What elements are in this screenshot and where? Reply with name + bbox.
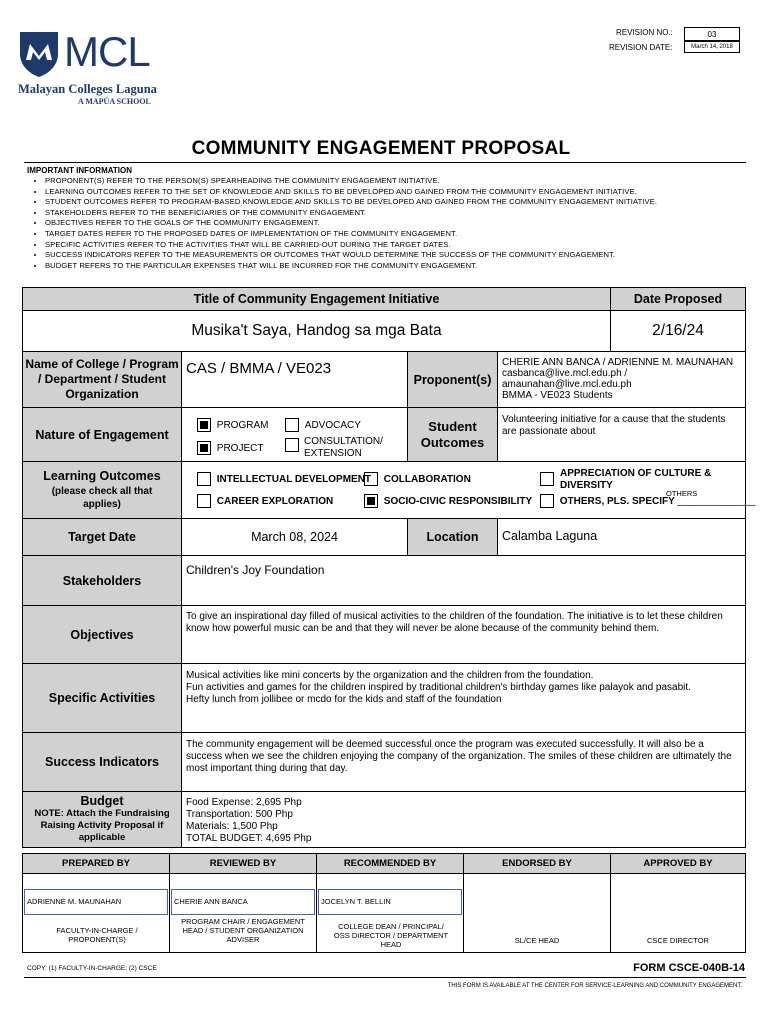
- logo: [18, 28, 158, 108]
- reviewed-by-cell: [169, 873, 317, 953]
- logo-tagline: A MAPÚA SCHOOL: [78, 97, 151, 106]
- list-item: • STAKEHOLDERS REFER TO THE BENEFICIARIES OF THE COMMUNITY ENGAGEMENT.: [45, 208, 747, 219]
- list-item: • PROPONENT(S) REFER TO THE PERSON(S) SPEARHEADING THE COMMUNITY ENGAGEMENT INITIATIVE.: [45, 176, 747, 187]
- success-value[interactable]: The community engagement will be deemed successful once the program was executed successfully. It will also be a success when we see the children enjoying the company of the organization. The smiles of these children are ultimately the most important thing during that day.: [181, 732, 746, 792]
- objectives-value[interactable]: To give an inspirational day filled of musical activities to the children of the foundation. The initiative is to let these children know how powerful music can be and that they will never be alone because of the community behind them.: [181, 605, 746, 664]
- advocacy-checkbox[interactable]: [285, 418, 299, 432]
- availability-note: THIS FORM IS AVAILABLE AT THE CENTER FOR SERVICE-LEARNING AND COMMUNITY ENGAGEMENT.: [447, 983, 742, 989]
- stakeholders-label: Stakeholders: [22, 555, 182, 606]
- socio-checkbox[interactable]: [364, 494, 378, 508]
- others-blank: ______________: [677, 495, 756, 507]
- form-code: FORM CSCE-040B-14: [633, 962, 745, 974]
- learning-label: Learning Outcomes (please check all that applies): [22, 461, 182, 519]
- proponent-line: casbanca@live.mcl.edu.ph /: [502, 368, 628, 379]
- learning-career-option[interactable]: CAREER EXPLORATION: [197, 494, 333, 508]
- approved-by-role: CSCE DIRECTOR: [647, 936, 709, 945]
- others-note[interactable]: OTHERS: [666, 489, 698, 498]
- date-proposed-value[interactable]: 2/16/24: [610, 310, 746, 352]
- location-label: Location: [407, 518, 498, 556]
- important-list: [27, 176, 747, 271]
- footer-rule: [24, 977, 746, 978]
- endorsed-by-header: ENDORSED BY: [463, 853, 611, 874]
- important-info: [27, 166, 747, 271]
- budget-value[interactable]: [181, 791, 746, 848]
- consultation-checkbox[interactable]: [285, 438, 299, 452]
- learning-socio-option[interactable]: SOCIO-CIVIC RESPONSIBILITY: [364, 494, 532, 508]
- prepared-by-role: FACULTY-IN-CHARGE / PROPONENT(S): [56, 926, 138, 944]
- objectives-label: Objectives: [22, 605, 182, 664]
- budget-label: Budget NOTE: Attach the Fundraising Raising Activity Proposal if applicable: [22, 791, 182, 848]
- proponent-line: amaunahan@live.mcl.edu.ph: [502, 379, 632, 390]
- prepared-by-name[interactable]: ADRIENNE M. MAUNAHAN: [24, 889, 168, 915]
- activities-label: Specific Activities: [22, 663, 182, 733]
- success-label: Success Indicators: [22, 732, 182, 792]
- list-item: • SPECIFIC ACTIVITIES REFER TO THE ACTIVITIES THAT WILL BE CARRIED-OUT DURING THE TARGET DATES.: [45, 240, 747, 251]
- college-label: Name of College / Program / Department / Student Organization: [22, 351, 182, 408]
- budget-note: NOTE: Attach the Fundraising Raising Activity Proposal if applicable: [34, 808, 170, 843]
- approved-by-cell: [610, 873, 746, 953]
- others-checkbox[interactable]: [540, 494, 554, 508]
- list-item: • TARGET DATES REFER TO THE PROPOSED DATES OF IMPLEMENTATION OF THE COMMUNITY ENGAGEMENT.: [45, 229, 747, 240]
- proponents-value[interactable]: [497, 351, 746, 408]
- logo-initials: MCL: [64, 28, 150, 75]
- proponents-label: Proponent(s): [407, 351, 498, 408]
- endorsed-by-role: SL/CE HEAD: [514, 936, 560, 945]
- learning-collaboration-option[interactable]: COLLABORATION: [364, 472, 471, 486]
- budget-line: Transportation: 500 Php: [186, 809, 293, 820]
- nature-label: Nature of Engagement: [22, 407, 182, 462]
- nature-project-option[interactable]: PROJECT: [197, 441, 263, 455]
- list-item: • SUCCESS INDICATORS REFER TO THE MEASUREMENTS OR OUTCOMES THAT WOULD DETERMINE THE SUCCESS OF THE COMMUNITY ENGAGEMENT.: [45, 250, 747, 261]
- prepared-by-header: PREPARED BY: [22, 853, 170, 874]
- budget-line: TOTAL BUDGET: 4,695 Php: [186, 833, 312, 844]
- intellectual-checkbox[interactable]: [197, 472, 211, 486]
- approved-by-name[interactable]: [613, 889, 743, 915]
- project-checkbox[interactable]: [197, 441, 211, 455]
- title-value[interactable]: Musika't Saya, Handog sa mga Bata: [22, 310, 611, 352]
- student-outcomes-value[interactable]: Volunteering initiative for a cause that the students are passionate about: [497, 407, 746, 462]
- revision-date-label: REVISION DATE:: [609, 43, 673, 52]
- revision-no-label: REVISION NO.:: [616, 28, 673, 37]
- list-item: • OBJECTIVES REFER TO THE GOALS OF THE COMMUNITY ENGAGEMENT.: [45, 218, 747, 229]
- budget-line: Materials: 1,500 Php: [186, 821, 278, 832]
- target-date-value[interactable]: March 08, 2024: [181, 518, 408, 556]
- title-rule: [24, 162, 746, 163]
- proponent-line: CHERIE ANN BANCA / ADRIENNE M. MAUNAHAN: [502, 357, 734, 368]
- learning-sublabel: (please check all that applies): [51, 485, 153, 510]
- list-item: • BUDGET REFERS TO THE PARTICULAR EXPENSES THAT WILL BE INCURRED FOR THE COMMUNITY ENGAGEMENT.: [45, 261, 747, 272]
- activities-value[interactable]: [181, 663, 746, 733]
- learning-intellectual-option[interactable]: INTELLECTUAL DEVELOPMENT: [197, 472, 371, 486]
- career-checkbox[interactable]: [197, 494, 211, 508]
- program-checkbox[interactable]: [197, 418, 211, 432]
- nature-advocacy-option[interactable]: ADVOCACY: [285, 418, 361, 432]
- proponent-line: BMMA - VE023 Students: [502, 390, 613, 401]
- revision-date-value: March 14, 2018: [684, 41, 740, 53]
- prepared-by-cell: [22, 873, 170, 953]
- budget-line: Food Expense: 2,695 Php: [186, 797, 302, 808]
- approved-by-header: APPROVED BY: [610, 853, 746, 874]
- reviewed-by-header: REVIEWED BY: [169, 853, 317, 874]
- reviewed-by-role: PROGRAM CHAIR / ENGAGEMENT HEAD / STUDENT ORGANIZATION ADVISER: [181, 917, 305, 944]
- stakeholders-value[interactable]: Children's Joy Foundation: [181, 555, 746, 606]
- list-item: • STUDENT OUTCOMES REFER TO PROGRAM-BASED KNOWLEDGE AND SKILLS TO BE DEVELOPED AND GAINED FROM THE COMMUNITY ENGAGEMENT INITIATIVE.: [45, 197, 747, 208]
- learning-others-option[interactable]: OTHERS, PLS. SPECIFY ______________: [540, 494, 755, 508]
- mcl-shield-icon: [18, 30, 60, 78]
- list-item: • LEARNING OUTCOMES REFER TO THE SET OF KNOWLEDGE AND SKILLS TO BE DEVELOPED AND GAINED FROM THE COMMUNITY ENGAGEMENT INITIATIVE.: [45, 187, 747, 198]
- recommended-by-header: RECOMMENDED BY: [316, 853, 464, 874]
- revision-no-value: 03: [684, 27, 740, 41]
- recommended-by-cell: [316, 873, 464, 953]
- logo-name: Malayan Colleges Laguna: [18, 82, 157, 96]
- nature-program-option[interactable]: PROGRAM: [197, 418, 268, 432]
- target-date-label: Target Date: [22, 518, 182, 556]
- student-outcomes-label: Student Outcomes: [407, 407, 498, 462]
- form-title: COMMUNITY ENGAGEMENT PROPOSAL: [191, 138, 571, 159]
- activity-line: Hefty lunch from jollibee or mcdo for the kids and staff of the foundation: [186, 694, 502, 705]
- recommended-by-role: COLLEGE DEAN / PRINCIPAL/ OSS DIRECTOR / DEPARTMENT HEAD: [333, 922, 449, 949]
- nature-options: PROGRAM PROJECT ADVOCACY CONSULTATION/ EXTENSION: [181, 407, 408, 462]
- important-heading: IMPORTANT INFORMATION: [27, 166, 133, 175]
- appreciation-checkbox[interactable]: [540, 472, 554, 486]
- college-value[interactable]: CAS / BMMA / VE023: [181, 351, 408, 408]
- endorsed-by-cell: [463, 873, 611, 953]
- collaboration-checkbox[interactable]: [364, 472, 378, 486]
- title-header: Title of Community Engagement Initiative: [22, 287, 611, 311]
- activity-line: Fun activities and games for the children inspired by traditional children's birthday games like palayok and pasabit.: [186, 682, 691, 693]
- endorsed-by-name[interactable]: [466, 889, 608, 915]
- copy-note: COPY: (1) FACULTY-IN-CHARGE; (2) CSCE: [27, 965, 157, 972]
- activity-line: Musical activities like mini concerts by the organization and the children from the foundation.: [186, 670, 594, 681]
- location-value[interactable]: Calamba Laguna: [497, 518, 746, 556]
- reviewed-by-name[interactable]: CHERIE ANN BANCA: [171, 889, 315, 915]
- learning-options: INTELLECTUAL DEVELOPMENT COLLABORATION APPRECIATION OF CULTURE & DIVERSITY CAREER EXPLORATION SOCIO-CIVIC RESPONSIBILITY OTHERS, PLS. SPECIFY ______________ OTHERS: [181, 461, 746, 519]
- date-proposed-header: Date Proposed: [610, 287, 746, 311]
- recommended-by-name[interactable]: JOCELYN T. BELLIN: [318, 889, 462, 915]
